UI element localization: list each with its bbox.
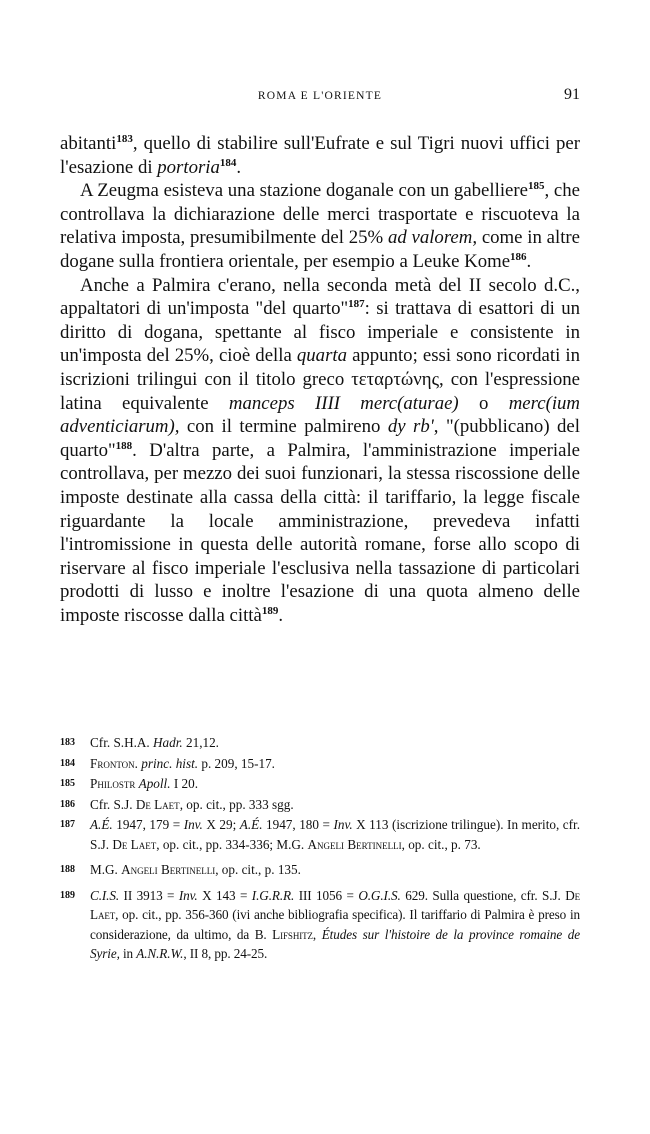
italic-run: Inv. [183,817,203,832]
footnote-text [90,860,580,880]
footnote-text [90,815,580,854]
text-run: , che controllava la dichiarazione delle merci trasportate e riscuoteva la relativa imposta, presumibilmente del 25% [60,180,580,249]
text-run: , [312,926,322,942]
footnote-187 [60,815,580,854]
text-run: , op. cit., p. 73. [401,836,481,852]
text-run: , op. cit., pp. 334-336; M.G. [156,836,308,852]
author-name: Angeli Bertinelli [307,836,402,852]
paragraph-1 [60,132,580,179]
text-run: , "(pubblicano) del quarto" [60,416,580,461]
text-run: . [134,755,142,771]
footnote-183 [60,733,580,753]
page-number: 91 [564,86,580,103]
footnote-number: 185 [60,778,75,789]
footnote-number: 187 [60,819,75,830]
italic-run: portoria [157,156,220,178]
footnote-text [90,754,580,774]
italic-run: Inv. [178,887,198,903]
italic-run: dy rb' [387,416,434,438]
paragraph-2 [60,179,580,273]
footnote-text [90,886,580,964]
text-run: p. 209, 15-17. [198,755,275,771]
text-run: . [526,250,532,272]
italic-run: merc(ium adventiciarum), [60,392,580,438]
italic-run: Inv. [333,817,353,832]
author-name: Lifshitz [272,926,313,942]
text-run: , II 8, pp. 24-25. [183,946,268,961]
text-run: A Zeugma esisteva una stazione doganale con un gabelliere [80,180,528,202]
text-run: . [236,156,242,178]
text-run: X 113 (iscrizione trilingue). In merito, cfr. S.J. [90,817,581,852]
footnote-text [90,795,580,815]
footnote-number: 189 [60,889,75,901]
text-run: 629. Sulla questione, cfr. S.J. [400,887,566,903]
text-run: in [119,946,137,961]
italic-run: A.N.R.W. [136,946,184,961]
text-run: 21,12. [182,735,219,750]
footnote-188 [60,860,580,880]
italic-run: Études sur l'histoire de la province romaine de Syrie, [90,926,580,961]
footnote-189 [60,886,580,964]
footnote-text [90,733,580,753]
author-name: De Laet [112,836,157,852]
text-run: o [458,392,509,414]
author-name: Angeli Bertinelli [121,862,216,877]
text-run: I 20. [170,776,198,791]
footnote-number: 184 [60,757,75,769]
text-run: X 29; [202,817,240,832]
text-run: Cfr. S.H.A. [90,735,154,750]
italic-run: A.É. [90,817,113,832]
footnote-185 [60,774,580,794]
author-name: Philostr [90,776,136,791]
text-run: Cfr. S.J. [90,796,136,812]
text-run: : si trattava di esattori di un diritto di dogana, spettante al fisco imperiale e consistente in un'imposta del 25%, cioè della [60,298,580,367]
italic-run: I.G.R.R. [251,887,295,903]
text-run: II 3913 = [119,887,179,903]
text-run: appunto; essi sono ricordati in iscrizioni trilingui con il titolo greco τεταρτώνης, con l'espressione latina equivalente [60,345,580,414]
footnote-ref-188: 188 [115,439,133,452]
text-run: Anche a Palmira c'erano, nella seconda metà del II secolo d.C., appaltatori di un'imposta "del quarto" [60,274,580,320]
italic-run: O.G.I.S. [358,887,401,903]
italic-run: manceps IIII merc(aturae) [228,392,459,414]
author-name: De Laet [135,796,180,812]
text-run: III 1056 = [294,887,359,903]
italic-run: C.I.S. [90,887,120,903]
main-text [60,132,580,627]
text-run: M.G. [90,862,122,877]
text-run: . [278,604,284,626]
footnote-186 [60,795,580,815]
text-run: abitanti [60,133,117,154]
italic-run: ad valorem, [387,227,478,249]
text-run: come in altre dogane sulla frontiera orientale, per esempio a Leuke Kome [60,227,581,272]
footnote-ref-187: 187 [348,298,365,311]
italic-run: A.É. [239,817,263,832]
footnote-ref-186: 186 [510,250,527,263]
footnote-text [90,774,580,794]
text-run: , op. cit., pp. 356-360 (ivi anche bibliografia specifica). Il tariffario di Palmira è preso in considerazione, da ultimo, da B. [90,907,580,942]
italic-run: Hadr. [153,735,183,750]
footnote-number: 188 [60,864,75,875]
text-run: X 143 = [197,887,252,903]
text-run: , op. cit., pp. 333 sgg. [179,796,294,812]
footnotes [60,733,580,965]
footnote-184 [60,754,580,774]
text-run: con il termine palmireno [179,416,388,438]
text-run: , op. cit., p. 135. [215,862,301,877]
author-name: De Laet [90,887,581,922]
footnote-ref-184: 184 [219,156,237,169]
text-run: , quello di stabilire sull'Eufrate e sul Tigri nuovi uffici per l'esazione di [60,133,580,178]
italic-run: quarta [296,345,347,367]
text-run: 1947, 180 = [262,817,334,832]
running-title: ROMA E L'ORIENTE [257,90,383,102]
running-head [60,86,580,108]
author-name: Fronton [90,755,135,771]
footnote-ref-189: 189 [261,604,279,617]
footnote-number: 186 [60,798,75,810]
text-run: . D'altra parte, a Palmira, l'amministrazione imperiale controllava, per mezzo dei suoi funzionari, la stessa riscossione delle imposte destinate alla cassa della città: il tariffario, la legge fiscale riguardante la locale amministrazione, prevedeva infatti l'intromissione in questa delle autorità romane, forse allo scopo di riservare al fisco imperiale l'esclusiva nella tassazione di particolari prodotti di lusso e inoltre l'esazione di una quota almeno delle imposte riscosse dalla città [60,439,580,626]
footnote-number: 183 [60,737,75,748]
text-run: 1947, 179 = [112,817,184,832]
italic-run: princ. hist. [141,755,199,771]
italic-run: Apoll. [138,776,171,791]
paragraph-3 [60,274,580,628]
footnote-ref-185: 185 [527,180,545,193]
footnote-ref-183: 183 [116,133,133,145]
